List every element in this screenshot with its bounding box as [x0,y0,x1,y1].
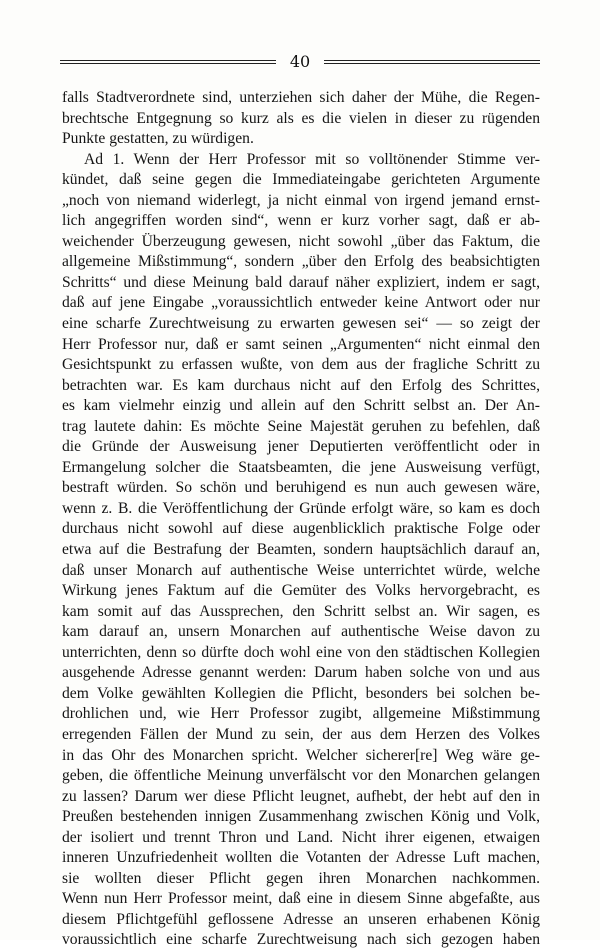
text-line: brechtsche Entgegnung so kurz als es die vielen in dieser zu rügenden [62,109,540,127]
text-line: kündet, daß seine gegen die Immediateingabe gerichteten Argumente [62,171,540,189]
text-line: sie wollten dieser Pflicht gegen ihren Monarchen nachkommen. [62,869,540,887]
text-line: Gesichtspunkt zu erfassen wußte, von dem aus der fragliche Schritt zu [62,356,540,374]
text-line: trag lautete dahin: Es möchte Seine Majestät geruhen zu befehlen, daß [62,417,540,435]
text-line: unterrichten, denn so dürfte doch wohl eine von den städtischen Kollegien [62,643,540,661]
header-rule-left [60,60,276,64]
text-line: Punkte gestatten, zu würdigen. [62,130,254,148]
page-header [60,52,540,72]
text-line: die Gründe der Ausweisung jener Deputierten veröffentlicht oder in [62,438,540,456]
header-rule-right [324,60,540,64]
text-line: es kam vielmehr einzig und allein auf den Schritt selbst an. Der An- [62,397,540,415]
text-line: zu lassen? Darum wer diese Pflicht leugnet, aufhebt, der hebt auf den in [62,787,540,805]
text-line: allgemeine Mißstimmung“, sondern „über den Erfolg des beabsichtigten [62,253,540,271]
text-line: dem Volke gewählten Kollegien die Pflicht, besonders bei solchen be- [62,684,540,702]
text-line: wenn z. B. die Veröffentlichung der Gründe erfolgt wäre, so kam es doch [62,499,540,517]
text-line: durchaus nicht sowohl auf diese augenblicklich praktische Folge oder [62,520,540,538]
text-line: falls Stadtverordnete sind, unterziehen sich daher der Mühe, die Regen- [62,89,540,106]
text-line: daß unser Monarch auf authentische Weise unterrichtet würde, welche [62,561,540,579]
text-line: Wirkung jenes Faktum auf die Gemüter des Volks hervorgebracht, es [62,582,540,600]
page-number: 40 [289,52,311,71]
text-line: kam somit auf das Aussprechen, den Schritt selbst an. Wir sagen, es [62,602,540,620]
text-line: drohlichen und, wie Herr Professor zugibt, allgemeine Mißstimmung [62,705,540,723]
text-line: geben, die öffentliche Meinung unverfälscht vor den Monarchen gelangen [62,767,540,785]
text-line: kam darauf an, unsern Monarchen auf authentische Weise davon zu [62,623,540,641]
text-line: lich angegriffen worden sind“, wenn er kurz vorher sagt, daß er ab- [62,212,540,230]
text-line: inneren Unzufriedenheit wollten die Votanten der Adresse Luft machen, [62,849,540,867]
text-line: Ad 1. Wenn der Herr Professor mit so volltönender Stimme ver- [84,150,540,168]
text-line: „noch von niemand widerlegt, ja nicht einmal von irgend jemand ernst- [62,191,540,209]
text-line: betrachten war. Es kam durchaus nicht auf den Erfolg des Schrittes, [62,376,540,394]
text-line: bestraft würden. So schön und beruhigend es nun auch gewesen wäre, [62,479,540,497]
text-line: diesem Pflichtgefühl geflossene Adresse an unseren erhabenen König [62,910,540,928]
text-line: daß auf jene Eingabe „voraussichtlich entweder keine Antwort oder nur [62,294,540,312]
text-line: etwa auf die Bestrafung der Beamten, sondern hauptsächlich darauf an, [62,541,540,559]
text-line: ausgehende Adresse genannt werden: Darum haben solche von und aus [62,664,540,682]
text-line: weichender Überzeugung gewesen, nicht sowohl „über das Faktum, die [62,232,540,250]
text-line: Wenn nun Herr Professor meint, daß eine in diesem Sinne abgefaßte, aus [62,890,540,908]
text-line: in das Ohr des Monarchen spricht. Welcher sicherer[re] Weg wäre ge- [62,746,540,764]
text-line: eine scharfe Zurechtweisung zu erwarten gewesen sei“ — so zeigt der [62,315,540,333]
text-line: Preußen bestehenden innigen Zusammenhang zwischen König und Volk, [62,808,540,826]
body-text [62,88,540,951]
text-line: Schritts“ und diese Meinung bald darauf näher expliziert, indem er sagt, [62,273,540,291]
text-line: voraussichtlich eine scharfe Zurechtweisung nach sich gezogen haben [62,931,540,949]
text-line: der isoliert und trennt Thron und Land. Nicht ihrer eigenen, etwaigen [62,828,540,846]
text-line: Ermangelung solcher die Staatsbeamten, die jene Ausweisung verfügt, [62,458,540,476]
text-line: Herr Professor nur, daß er samt seinen „Argumenten“ nicht einmal den [62,335,540,353]
text-line: erregenden Fällen der Mund zu sein, der aus dem Herzen des Volkes [62,725,540,743]
